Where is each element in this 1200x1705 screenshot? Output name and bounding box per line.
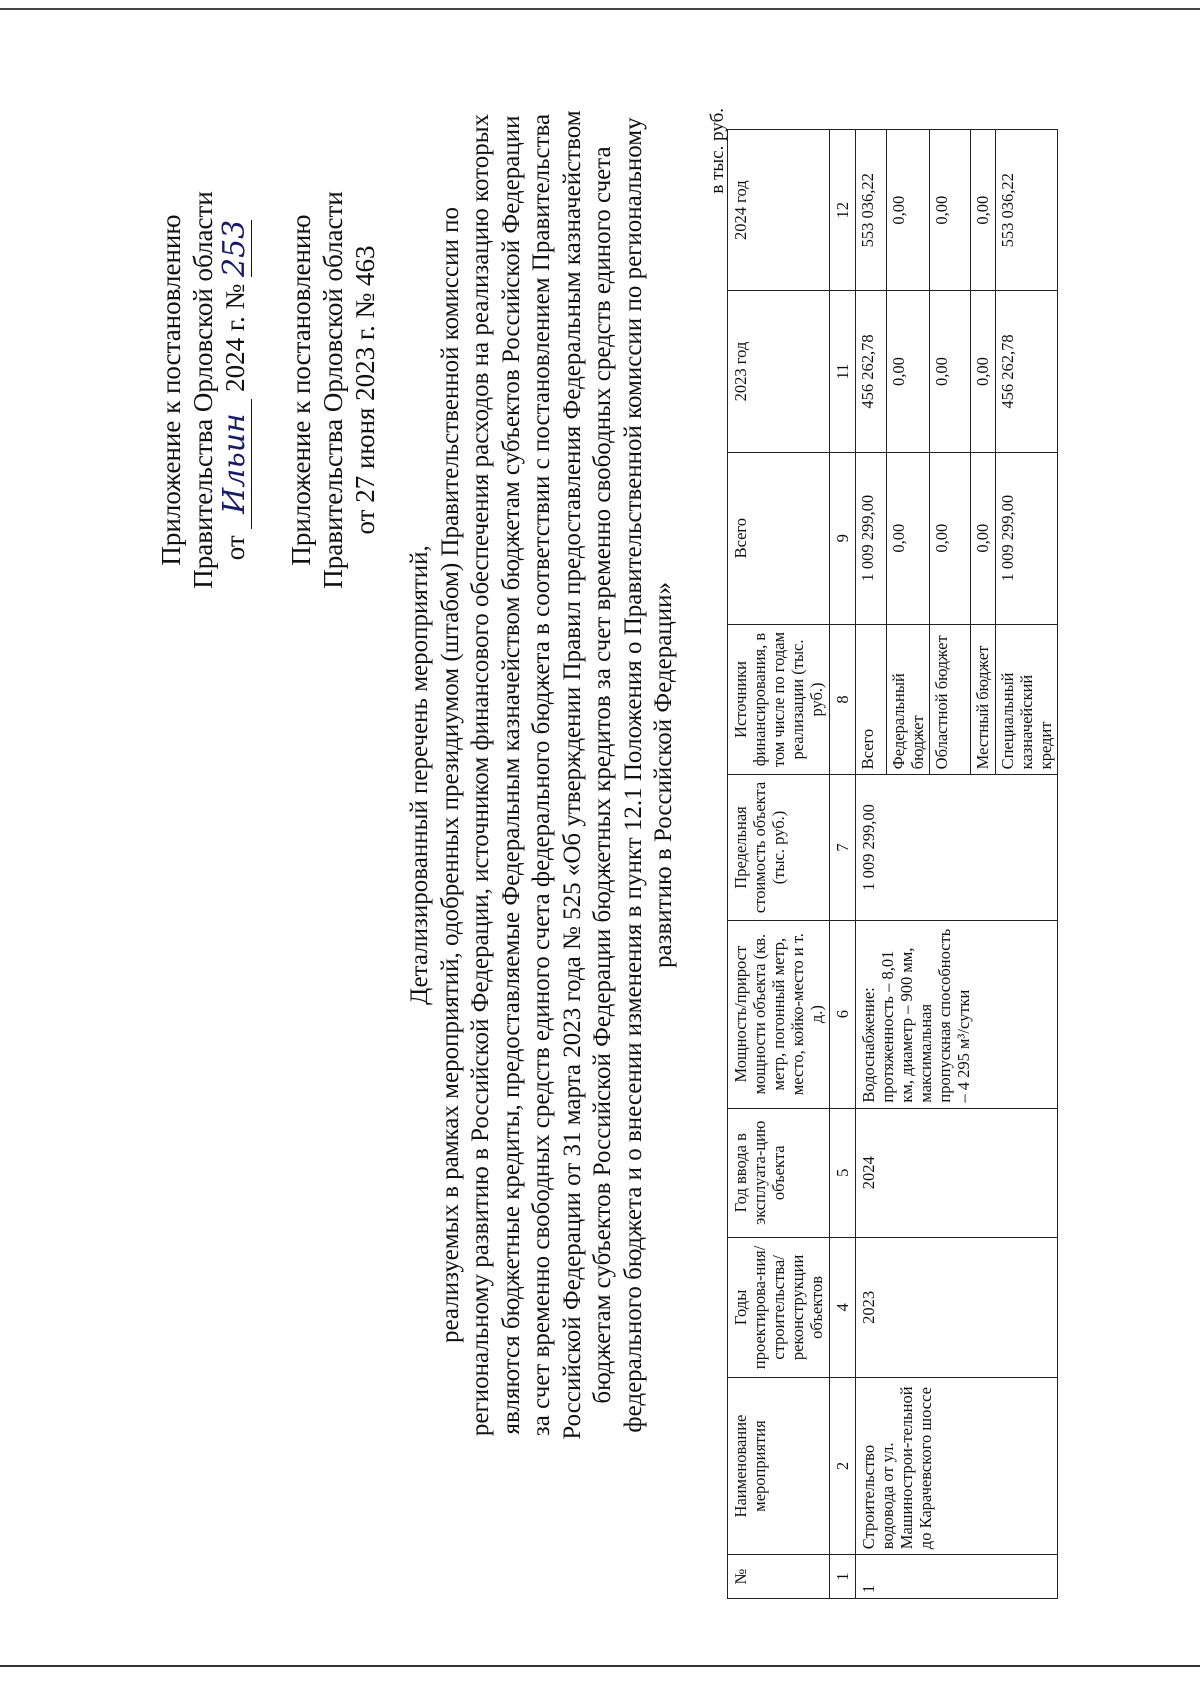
column-number: 5 xyxy=(830,1108,856,1237)
column-number: 1 xyxy=(830,1555,856,1599)
source-2023: 456 262,78 xyxy=(996,291,1058,452)
measure-name: Строительство водовода от ул. Машинострои-тельной до Карачевского шоссе xyxy=(856,1377,1058,1554)
title-line: Российской Федерации от 31 марта 2023 года № 525 «Об утверждении Правил предоставления Федеральным казначейством xyxy=(558,110,586,1440)
source-name: Всего xyxy=(856,624,887,775)
from-word: от xyxy=(220,535,250,561)
source-total: 1 009 299,00 xyxy=(996,452,1058,624)
header-cell: Наименование мероприятия xyxy=(728,1377,830,1554)
column-number: 12 xyxy=(830,130,856,291)
column-number: 7 xyxy=(830,775,856,920)
source-2024: 0,00 xyxy=(887,130,930,291)
column-number: 9 xyxy=(830,452,856,624)
title-line: федерального бюджета и о внесении изменения в пункт 12.1 Положения о Правительственной комиссии по региональному xyxy=(619,117,647,1433)
source-2023: 0,00 xyxy=(887,291,930,452)
header-cell: № xyxy=(728,1555,830,1599)
appendix-line: Правительства Орловской области xyxy=(318,191,348,589)
header-cell: Всего xyxy=(728,452,830,624)
header-cell: 2023 год xyxy=(728,291,830,452)
appendix-date-line xyxy=(219,150,252,630)
column-number: 2 xyxy=(830,1377,856,1554)
row-number: 1 xyxy=(856,1555,1058,1599)
max-cost: 1 009 299,00 xyxy=(856,775,1058,920)
source-2024: 0,00 xyxy=(930,130,971,291)
source-total: 0,00 xyxy=(971,452,996,624)
handwritten-number: 253 xyxy=(217,219,252,278)
header-cell: Предельная стоимость объекта (тыс. руб.) xyxy=(728,775,830,920)
source-total: 0,00 xyxy=(887,452,930,624)
source-total: 1 009 299,00 xyxy=(856,452,887,624)
measures-table xyxy=(727,129,1058,1599)
column-number: 6 xyxy=(830,920,856,1108)
document-title xyxy=(405,35,680,1515)
appendix-line: Приложение к постановлению xyxy=(156,214,186,566)
appendix-current xyxy=(155,150,252,630)
title-line: бюджетам субъектов Российской Федерации бюджетных кредитов за счет временно свободных средств единого счета xyxy=(589,146,616,1404)
source-total: 0,00 xyxy=(930,452,971,624)
title-line: Детализированный перечень мероприятий, xyxy=(406,545,433,1005)
appendix-line: от 27 июня 2023 г. № 463 xyxy=(350,245,380,535)
source-2024: 553 036,22 xyxy=(996,130,1058,291)
source-2023: 0,00 xyxy=(930,291,971,452)
title-line: за счет временно свободных средств единого счета федерального бюджета в соответствии с постановлением Правительства xyxy=(528,113,555,1437)
table-row xyxy=(856,130,887,1599)
column-number: 8 xyxy=(830,624,856,775)
header-cell: Год ввода в эксплуата-цию объекта xyxy=(728,1108,830,1237)
column-number-row xyxy=(830,130,856,1599)
column-number: 11 xyxy=(830,291,856,452)
commission-year: 2024 xyxy=(856,1108,1058,1237)
appendix-line: Правительства Орловской области xyxy=(188,191,218,589)
column-number: 4 xyxy=(830,1237,856,1377)
title-line: являются бюджетные кредиты, предоставляемые Федеральным казначейством бюджетам субъектов Российской Федерации xyxy=(497,115,525,1435)
source-2024: 0,00 xyxy=(971,130,996,291)
unit-label: в тыс. руб. xyxy=(707,108,728,194)
source-2023: 0,00 xyxy=(971,291,996,452)
capacity: Водоснабжение: протяженность – 8,01 км, диаметр – 900 мм, максимальная пропускная способность – 4 295 м³/сутки xyxy=(856,920,1058,1108)
source-2024: 553 036,22 xyxy=(856,130,887,291)
table-header-row xyxy=(728,130,830,1599)
title-line: региональному развитию в Российской Федерации, источником финансового обеспечения расходов на реализацию которых xyxy=(467,113,494,1437)
appendix-previous xyxy=(285,150,381,630)
header-cell: Мощность/прирост мощности объекта (кв. метр, погонный метр, место, койко-место и т. д.) xyxy=(728,920,830,1108)
source-name: Специальный казначейский кредит xyxy=(996,624,1058,775)
title-line: развитию в Российской Федерации» xyxy=(650,582,677,968)
design-years: 2023 xyxy=(856,1237,1058,1377)
header-cell: Источники финансирования, в том числе по годам реализации (тыс. руб.) xyxy=(728,624,830,775)
handwritten-date: Ильин xyxy=(219,399,252,529)
source-name: Федеральный бюджет xyxy=(887,624,930,775)
source-name: Местный бюджет xyxy=(971,624,996,775)
header-cell: 2024 год xyxy=(728,130,830,291)
source-name: Областной бюджет xyxy=(930,624,971,775)
header-cell: Годы проектирова-ния/ строительства/ реконструкции объектов xyxy=(728,1237,830,1377)
title-line: реализуемых в рамках мероприятий, одобренных президиумом (штабом) Правительственной комиссии по xyxy=(436,207,464,1343)
appendix-line: Приложение к постановлению xyxy=(286,214,316,566)
source-2023: 456 262,78 xyxy=(856,291,887,452)
year-text: 2024 г. № xyxy=(220,283,250,392)
